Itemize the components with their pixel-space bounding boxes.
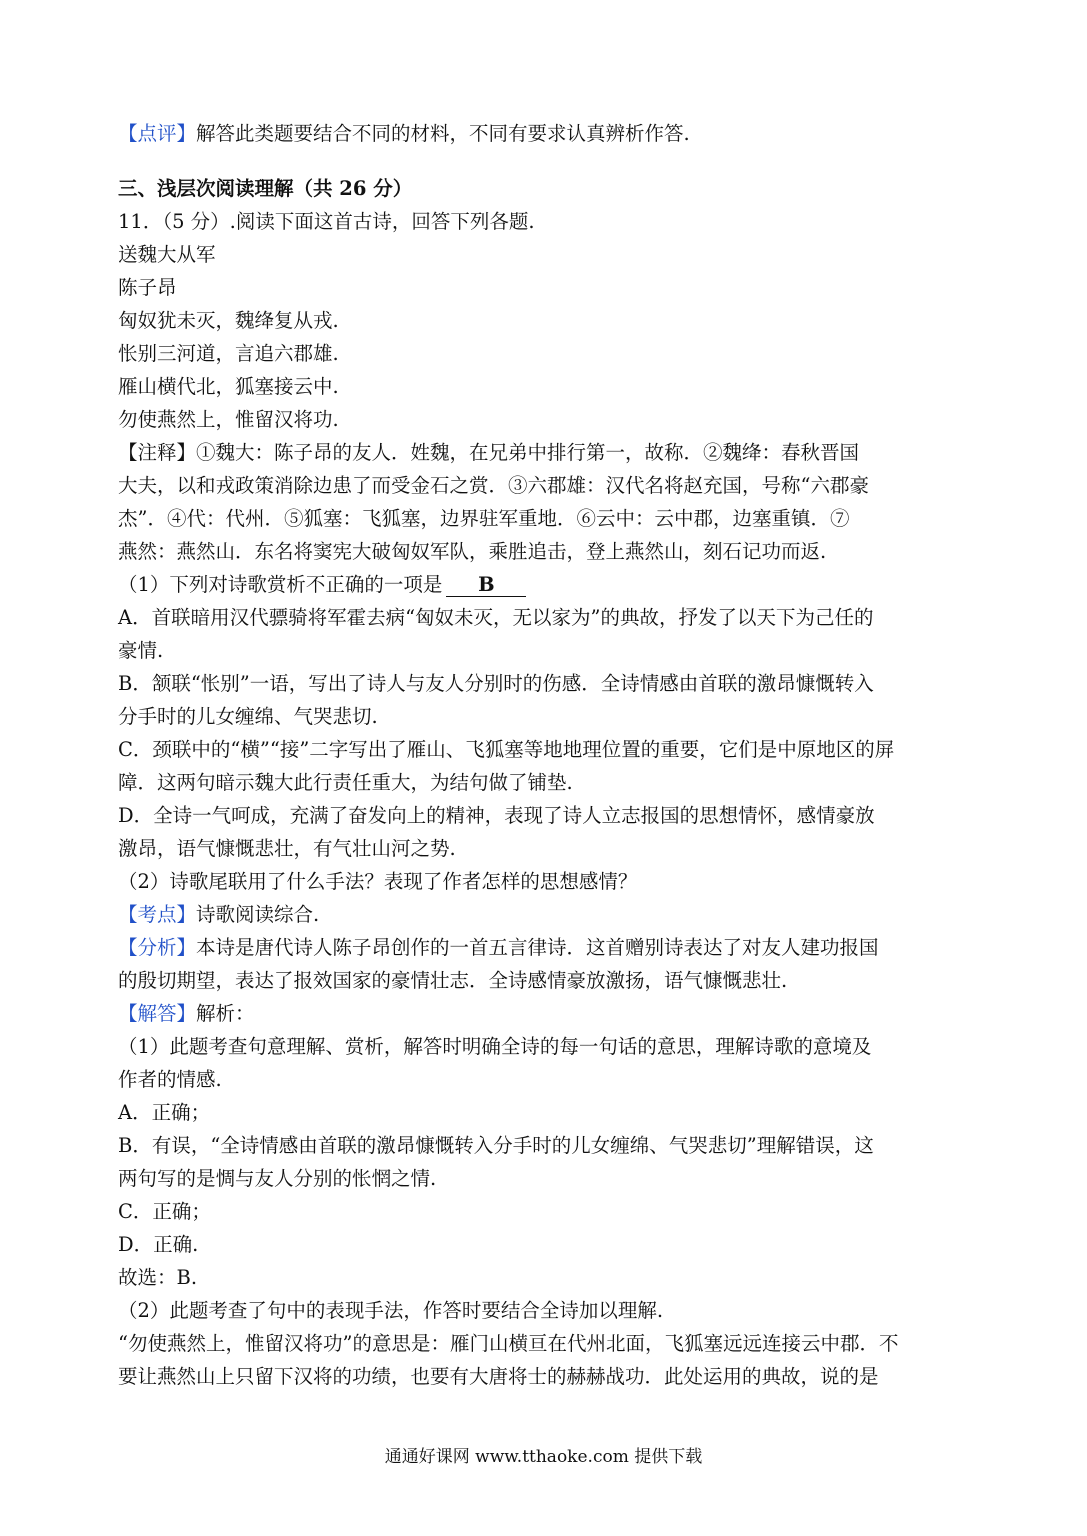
question-header: 11．（5 分）.阅读下面这首古诗，回答下列各题. — [118, 210, 535, 233]
sub-question-2: （2）诗歌尾联用了什么手法？表现了作者怎样的思想感情？ — [118, 870, 638, 893]
fenxi-line — [118, 931, 973, 964]
option-line: A．首联暗用汉代骠骑将军霍去病“匈奴未灭，无以家为”的典故，抒发了以天下为己任的 — [118, 606, 874, 629]
page-footer: 通通好课网 www.tthaoke.com 提供下载 — [384, 1447, 703, 1467]
jieda-body-line: 作者的情感. — [118, 1068, 222, 1091]
poem-line: 勿使燕然上，惟留汉将功. — [118, 408, 339, 431]
option-line: 分手时的儿女缠绵、气哭悲切. — [118, 705, 378, 728]
option-line: 障．这两句暗示魏大此行责任重大，为结句做了铺垫. — [118, 771, 573, 794]
kaodian-text: 诗歌阅读综合. — [196, 903, 320, 926]
sub-question-1-prefix: （1）下列对诗歌赏析不正确的一项是 — [118, 573, 443, 596]
page-content — [118, 117, 973, 1393]
jieda-body-line: 两句写的是惆与友人分别的怅惘之情. — [118, 1167, 437, 1190]
jieda-body-line: （2）此题考查了句中的表现手法，作答时要结合全诗加以理解. — [118, 1299, 664, 1322]
poem-line: 怅别三河道，言追六郡雄. — [118, 342, 339, 365]
kaodian-line — [118, 898, 973, 931]
jieda-body-line: （1）此题考查句意理解、赏析，解答时明确全诗的每一句话的意思，理解诗歌的意境及 — [118, 1035, 872, 1058]
jieda-text: 解析： — [196, 1002, 255, 1025]
poem-author: 陈子昂 — [118, 276, 177, 299]
jieda-body-line: 故选：B. — [118, 1266, 198, 1289]
section-title: 三、浅层次阅读理解（共 26 分） — [118, 177, 413, 200]
jieda-body-line: C．正确； — [118, 1200, 211, 1223]
option-line: D．全诗一气呵成，充满了奋发向上的精神，表现了诗人立志报国的思想情怀，感情豪放 — [118, 804, 875, 827]
poem-line: 雁山横代北，狐塞接云中. — [118, 375, 339, 398]
review-text: 解答此类题要结合不同的材料，不同有要求认真辨析作答. — [196, 122, 690, 145]
review-tag: 【点评】 — [118, 122, 197, 145]
poem-title: 送魏大从军 — [118, 243, 216, 266]
sub-question-1 — [118, 568, 973, 601]
jieda-body-line: 要让燕然山上只留下汉将的功绩，也要有大唐将士的赫赫战功．此处运用的典故，说的是 — [118, 1365, 879, 1388]
option-line: 豪情. — [118, 639, 164, 662]
jieda-body-line: B．有误，“全诗情感由首联的激昂慷慨转入分手时的儿女缠绵、气哭悲切”理解错误，这 — [118, 1134, 874, 1157]
option-line: 激昂，语气慷慨悲壮，有气壮山河之势. — [118, 837, 456, 860]
option-line: C．颈联中的“横”“接”二字写出了雁山、飞狐塞等地地理位置的重要，它们是中原地区的屏 — [118, 738, 895, 761]
notes-line: 【注释】①魏大：陈子昂的友人．姓魏，在兄弟中排行第一，故称．②魏绛：春秋晋国 — [118, 441, 860, 464]
notes-line: 杰”．④代：代州．⑤狐塞：飞狐塞，边界驻军重地．⑥云中：云中郡，边塞重镇．⑦ — [118, 507, 850, 530]
jieda-body-line: “勿使燕然上，惟留汉将功”的意思是：雁门山横亘在代州北面，飞狐塞远远连接云中郡．不 — [118, 1332, 899, 1355]
fenxi-line-2: 的殷切期望，表达了报效国家的豪情壮志．全诗感情豪放激扬，语气慷慨悲壮. — [118, 969, 788, 992]
fenxi-text: 本诗是唐代诗人陈子昂创作的一首五言律诗．这首赠别诗表达了对友人建功报国 — [196, 936, 879, 959]
answer-blank: B — [446, 574, 526, 597]
fenxi-tag: 【分析】 — [118, 936, 197, 959]
notes-line: 燕然：燕然山．东名将窦宪大破匈奴军队，乘胜追击，登上燕然山，刻石记功而返. — [118, 540, 827, 563]
jieda-tag: 【解答】 — [118, 1002, 197, 1025]
jieda-body-line: D．正确. — [118, 1233, 199, 1256]
poem-line: 匈奴犹未灭，魏绛复从戎. — [118, 309, 339, 332]
notes-line: 大夫，以和戎政策消除边患了而受金石之赏．③六郡雄：汉代名将赵充国，号称“六郡豪 — [118, 474, 869, 497]
kaodian-tag: 【考点】 — [118, 903, 197, 926]
option-line: B．颔联“怅别”一语，写出了诗人与友人分别时的伤感．全诗情感由首联的激昂慷慨转入 — [118, 672, 874, 695]
jieda-line — [118, 997, 973, 1030]
review-line — [118, 117, 973, 150]
jieda-body-line: A．正确； — [118, 1101, 211, 1124]
